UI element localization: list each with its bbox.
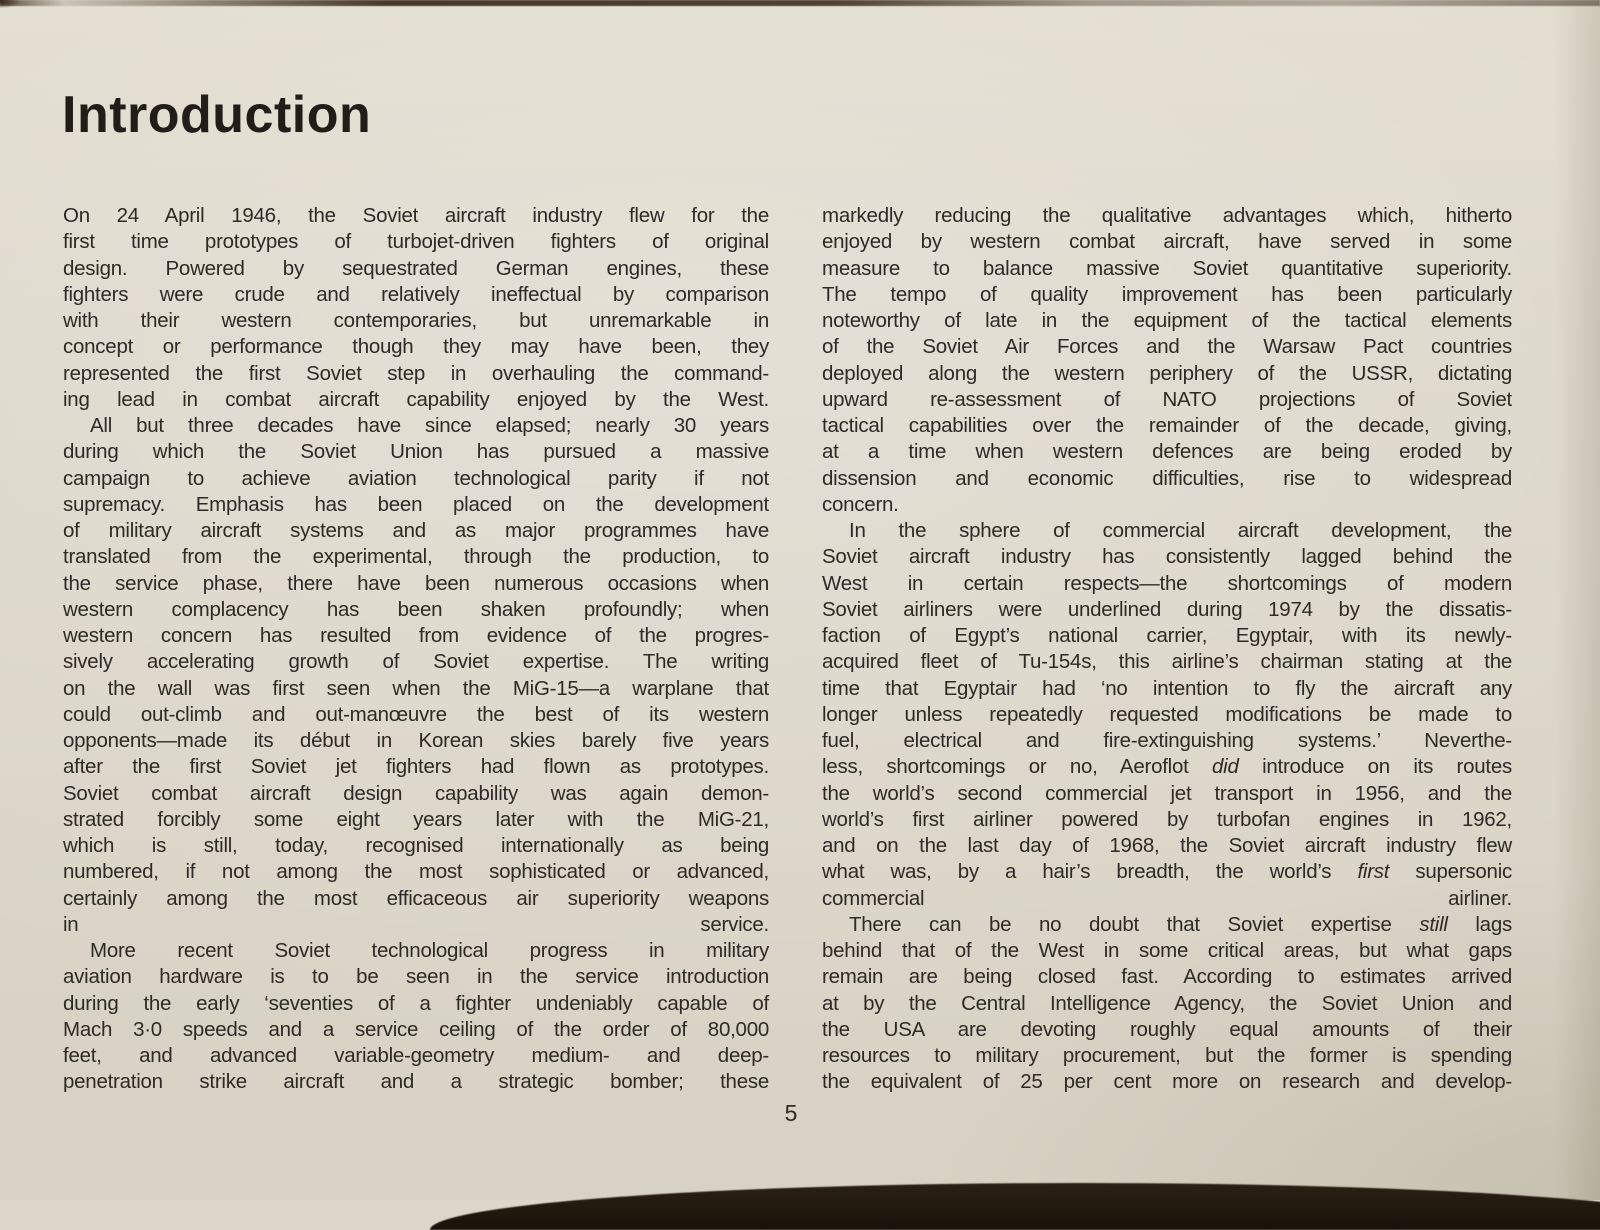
page-right-edge-shading <box>1554 0 1600 1200</box>
text-line: longer unless repeatedly requested modifications be made to <box>822 702 1512 726</box>
text-line: which is still, today, recognised internationally as being <box>63 834 769 857</box>
text-line: could out-climb and out-manœuvre the best of its western <box>63 702 769 726</box>
text-line: strated forcibly some eight years later with the MiG-21, <box>63 807 769 831</box>
text-line: numbered, if not among the most sophisticated or advanced, <box>63 860 769 884</box>
text-line: certainly among the most efficaceous air superiority weapons <box>63 886 769 910</box>
text-line: at a time when western defences are being eroded by <box>822 440 1512 464</box>
page-number: 5 <box>784 1100 798 1126</box>
text-line: the service phase, there have been numerous occasions when <box>63 571 769 595</box>
page-top-edge <box>0 0 1600 6</box>
text-line: More recent Soviet technological progress in military <box>90 939 769 962</box>
text-line: supremacy. Emphasis has been placed on the development <box>63 492 769 516</box>
text-line: time that Egyptair had ‘no intention to fly the aircraft any <box>822 676 1512 700</box>
text-line: less, shortcomings or no, Aeroflot did introduce on its routes <box>822 755 1512 779</box>
text-line: upward re-assessment of NATO projections of Soviet <box>822 387 1512 411</box>
text-line: sively accelerating growth of Soviet expertise. The writing <box>63 650 769 674</box>
text-line: The tempo of quality improvement has been particularly <box>822 282 1512 306</box>
paragraph <box>822 203 1512 518</box>
text-line: in service. <box>63 912 769 936</box>
text-line: of the Soviet Air Forces and the Warsaw Pact countries <box>822 335 1512 359</box>
page-bottom-edge <box>430 1183 1600 1230</box>
text-line: concern. <box>822 492 899 516</box>
text-line: remain are being closed fast. According to estimates arrived <box>822 965 1512 989</box>
text-line: resources to military procurement, but the former is spending <box>822 1044 1512 1067</box>
text-line: feet, and advanced variable-geometry medium- and deep- <box>63 1044 769 1067</box>
text-line: on the wall was first seen when the MiG-15—a warplane that <box>63 676 769 700</box>
text-line: fuel, electrical and fire-extinguishing systems.’ Neverthe- <box>822 729 1512 752</box>
text-line: Soviet combat aircraft design capability was again demon- <box>63 781 769 805</box>
text-line: Mach 3·0 speeds and a service ceiling of the order of 80,000 <box>63 1017 769 1041</box>
text-line: after the first Soviet jet fighters had flown as prototypes. <box>63 755 769 779</box>
text-line: measure to balance massive Soviet quantitative superiority. <box>822 256 1512 280</box>
text-line: the USA are devoting roughly equal amounts of their <box>822 1017 1512 1041</box>
text-line: first time prototypes of turbojet-driven fighters of original <box>63 230 769 254</box>
text-line: behind that of the West in some critical areas, but what gaps <box>822 939 1512 962</box>
text-line: during which the Soviet Union has pursued a massive <box>63 440 769 464</box>
text-line: faction of Egypt’s national carrier, Egyptair, with its newly- <box>822 624 1512 647</box>
text-line: ing lead in combat aircraft capability enjoyed by the West. <box>63 387 769 411</box>
text-line: markedly reducing the qualitative advantages which, hitherto <box>822 204 1512 227</box>
text-line: of military aircraft systems and as major programmes have <box>63 519 769 542</box>
text-line: represented the first Soviet step in overhauling the command- <box>63 361 769 385</box>
text-line: concept or performance though they may have been, they <box>63 335 769 359</box>
text-line: western complacency has been shaken profoundly; when <box>63 597 769 621</box>
text-line: All but three decades have since elapsed; nearly 30 years <box>90 414 769 437</box>
text-line: the world’s second commercial jet transport in 1956, and the <box>822 781 1512 805</box>
paragraph <box>822 912 1512 1096</box>
text-line: translated from the experimental, through the production, to <box>63 545 769 569</box>
text-line: enjoyed by western combat aircraft, have served in some <box>822 230 1512 254</box>
text-line: western concern has resulted from evidence of the progres- <box>63 624 769 647</box>
page-top-left-corner-shadow <box>0 0 30 12</box>
text-line: dissension and economic difficulties, rise to widespread <box>822 466 1512 490</box>
right-text-column <box>822 203 1512 1096</box>
text-line: On 24 April 1946, the Soviet aircraft industry flew for the <box>63 204 769 227</box>
text-line: There can be no doubt that Soviet expertise still lags <box>849 912 1512 936</box>
text-line: In the sphere of commercial aircraft development, the <box>849 519 1512 542</box>
text-line: deployed along the western periphery of the USSR, dictating <box>822 361 1512 385</box>
left-text-column <box>63 203 769 1096</box>
text-line: what was, by a hair’s breadth, the world’s first supersonic <box>822 860 1512 884</box>
text-line: tactical capabilities over the remainder of the decade, giving, <box>822 414 1512 437</box>
text-line: and on the last day of 1968, the Soviet aircraft industry flew <box>822 834 1512 857</box>
text-line: penetration strike aircraft and a strategic bomber; these <box>63 1070 769 1094</box>
text-line: commercial airliner. <box>822 886 1512 910</box>
text-line: at by the Central Intelligence Agency, the Soviet Union and <box>822 991 1512 1015</box>
text-line: Soviet aircraft industry has consistently lagged behind the <box>822 545 1512 569</box>
paragraph <box>63 413 769 938</box>
text-line: opponents—made its début in Korean skies barely five years <box>63 729 769 752</box>
text-line: noteworthy of late in the equipment of the tactical elements <box>822 309 1512 332</box>
text-line: during the early ‘seventies of a fighter undeniably capable of <box>63 991 769 1015</box>
text-line: Soviet airliners were underlined during 1974 by the dissatis- <box>822 597 1512 621</box>
text-line: West in certain respects—the shortcomings of modern <box>822 571 1512 595</box>
text-line: design. Powered by sequestrated German engines, these <box>63 256 769 280</box>
text-line: aviation hardware is to be seen in the service introduction <box>63 965 769 989</box>
text-line: campaign to achieve aviation technological parity if not <box>63 466 769 490</box>
text-line: the equivalent of 25 per cent more on research and develop- <box>822 1070 1512 1094</box>
text-line: world’s first airliner powered by turbofan engines in 1962, <box>822 807 1512 831</box>
text-line: acquired fleet of Tu-154s, this airline’s chairman stating at the <box>822 650 1512 674</box>
paragraph <box>822 518 1512 912</box>
paragraph <box>63 203 769 413</box>
page-title: Introduction <box>62 86 372 144</box>
text-line: fighters were crude and relatively ineffectual by comparison <box>63 282 769 306</box>
paragraph <box>63 938 769 1096</box>
text-line: with their western contemporaries, but unremarkable in <box>63 309 769 332</box>
